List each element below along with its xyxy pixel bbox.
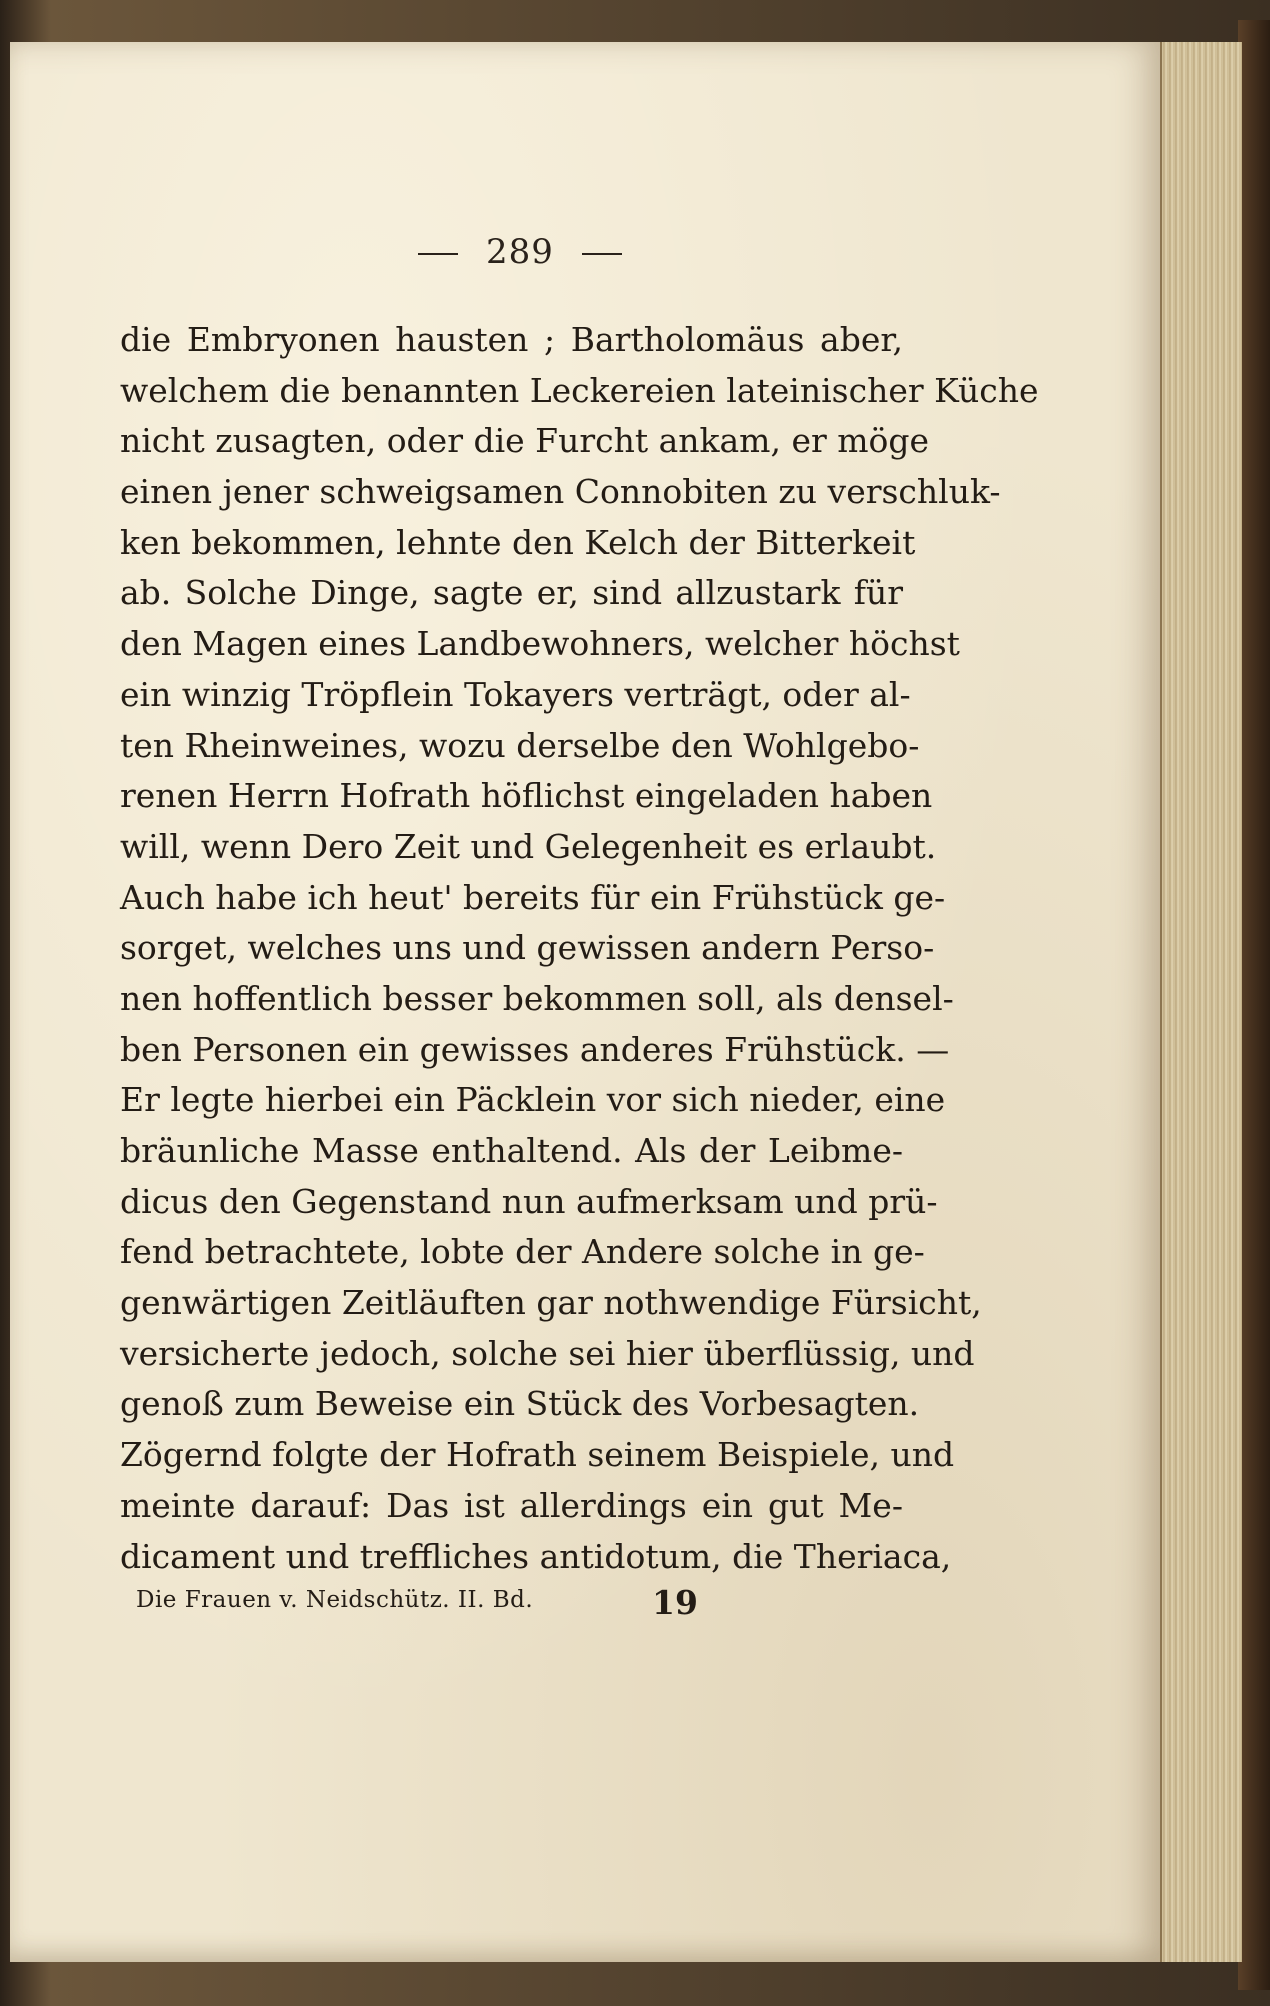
header-dash-right	[582, 253, 622, 255]
text-line: genoß zum Beweise ein Stück des Vorbesagten.	[120, 1384, 920, 1424]
text-line: nen hoffentlich besser bekommen soll, als densel-	[120, 978, 954, 1018]
text-line: Auch habe ich heut' bereits für ein Frühstück ge-	[120, 877, 946, 917]
text-line: dicament und treffliches antidotum, die Theriaca,	[120, 1536, 952, 1576]
text-line: renen Herrn Hofrath höflichst eingeladen haben	[120, 776, 933, 816]
text-line: versicherte jedoch, solche sei hier überflüssig, und	[120, 1333, 975, 1373]
text-line: ben Personen ein gewisses anderes Frühstück. —	[120, 1029, 950, 1069]
text-line: sorget, welches uns und gewissen andern Perso-	[120, 928, 935, 968]
text-line: Zögernd folgte der Hofrath seinem Beispiele, und	[120, 1435, 955, 1475]
text-line: welchem die benannten Leckereien lateinischer Küche	[120, 370, 1039, 410]
text-line: einen jener schweigsamen Connobiten zu verschluk-	[120, 472, 1001, 512]
sheet-number: 19	[652, 1583, 698, 1622]
text-line: Er legte hierbei ein Päcklein vor sich nieder, eine	[120, 1080, 946, 1120]
body-text	[120, 315, 1039, 1582]
text-line: ken bekommen, lehnte den Kelch der Bitterkeit	[120, 522, 916, 562]
book-cover-edge	[1238, 20, 1270, 1990]
text-line: meinte darauf: Das ist allerdings ein gut Me-	[120, 1485, 903, 1525]
header-dash-left	[418, 253, 458, 255]
text-line: bräunliche Masse enthaltend. Als der Leibme-	[120, 1131, 903, 1170]
text-line: dicus den Gegenstand nun aufmerksam und prü-	[120, 1181, 938, 1221]
page-edges	[1160, 42, 1242, 1962]
text-line: fend betrachtete, lobte der Andere solche in ge-	[120, 1232, 925, 1272]
text-line: ab. Solche Dinge, sagte er, sind allzustark für	[120, 573, 903, 613]
page-footer	[136, 1583, 916, 1622]
page-header	[380, 232, 660, 272]
text-line: den Magen eines Landbewohners, welcher höchst	[120, 624, 960, 664]
book-signature: Die Frauen v. Neidschütz. II. Bd.	[136, 1587, 534, 1613]
text-line: ein winzig Tröpflein Tokayers verträgt, oder al-	[120, 674, 911, 714]
text-line: will, wenn Dero Zeit und Gelegenheit es erlaubt.	[120, 826, 937, 866]
text-line: ten Rheinweines, wozu derselbe den Wohlgebo-	[120, 725, 920, 765]
text-line: genwärtigen Zeitläuften gar nothwendige Fürsicht,	[120, 1283, 982, 1323]
text-line: die Embryonen hausten ; Bartholomäus aber,	[120, 320, 903, 359]
text-line: nicht zusagten, oder die Furcht ankam, er möge	[120, 421, 930, 461]
page-number: 289	[486, 232, 554, 272]
